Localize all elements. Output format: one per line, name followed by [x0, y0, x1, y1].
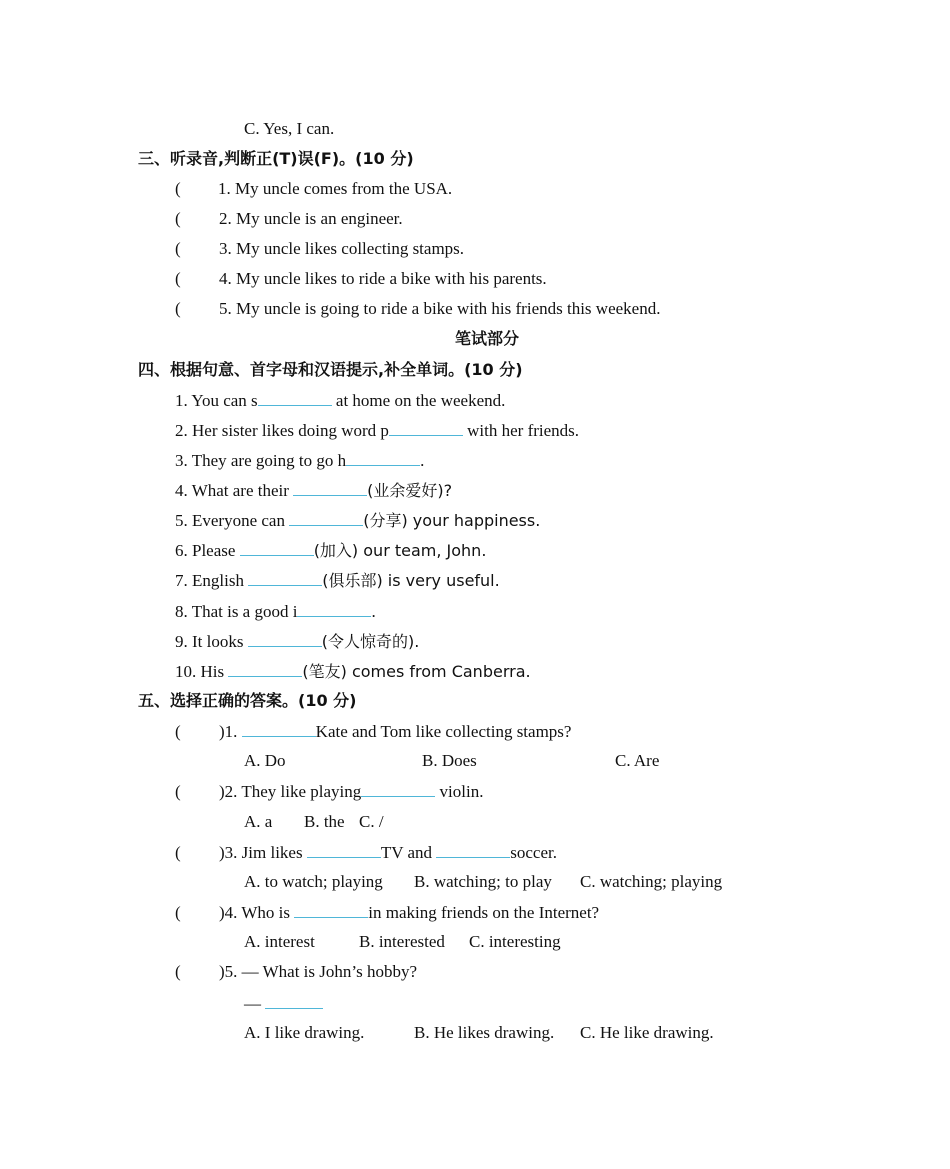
option-a[interactable]: A. interest [244, 932, 315, 951]
option-c-carryover: C. Yes, I can. [244, 119, 335, 138]
choice-question-5 [175, 961, 417, 983]
answer-blank[interactable] [436, 841, 510, 858]
option-c[interactable]: C. Are [615, 751, 660, 770]
item-prefix: 3. They are going to go h [175, 451, 347, 470]
question-text-end: in making friends on the Internet? [368, 903, 600, 922]
answer-blank[interactable] [248, 630, 322, 647]
option-b[interactable]: B. the [304, 812, 345, 831]
option-a[interactable]: A. to watch; playing [244, 872, 383, 891]
answer-bracket[interactable]: ( [175, 299, 181, 318]
item-hint: (令人惊奇的). [321, 632, 420, 651]
answer-blank[interactable] [346, 449, 420, 466]
dialogue-dash: — [244, 994, 261, 1013]
item-suffix: at home on the weekend. [331, 391, 506, 410]
answer-blank[interactable] [242, 720, 316, 737]
answer-blank[interactable] [389, 419, 463, 436]
question-text: )3. Jim likes [219, 843, 307, 862]
item-prefix: 5. Everyone can [175, 511, 290, 530]
listening-item-5 [175, 298, 660, 320]
question-number: )1. [219, 722, 242, 741]
answer-blank[interactable] [258, 389, 332, 406]
question-text-end: violin. [435, 782, 484, 801]
choice-question-4 [175, 901, 599, 924]
listening-item-1 [175, 178, 452, 200]
item-hint: (加入) our team, John. [313, 541, 487, 560]
item-prefix: 10. His [175, 662, 229, 681]
choice-options-4 [244, 931, 561, 953]
item-prefix: 8. That is a good i [175, 602, 298, 621]
item-hint: (俱乐部) is very useful. [322, 571, 500, 590]
item-prefix: 9. It looks [175, 632, 248, 651]
item-hint: (业余爱好)? [367, 481, 453, 500]
item-text: 2. My uncle is an engineer. [219, 209, 403, 228]
option-a[interactable]: A. a [244, 812, 273, 831]
item-text: 4. My uncle likes to ride a bike with his parents. [219, 269, 547, 288]
answer-bracket[interactable]: ( [175, 782, 181, 801]
item-prefix: 6. Please [175, 541, 240, 560]
answer-bracket[interactable]: ( [175, 179, 181, 198]
choice-options-5 [244, 1022, 714, 1044]
written-part-title: 笔试部分 [455, 329, 520, 348]
answer-blank[interactable] [297, 600, 371, 617]
choice-question-2 [175, 780, 483, 803]
choice-question-3 [175, 841, 557, 864]
question-text: )4. Who is [219, 903, 295, 922]
option-b[interactable]: B. watching; to play [414, 872, 552, 891]
option-c[interactable]: C. / [359, 812, 384, 831]
section-3-title: 三、听录音,判断正(T)误(F)。(10 分) [138, 149, 414, 168]
option-a[interactable]: A. Do [244, 751, 286, 770]
question-text-mid: TV and [380, 843, 437, 862]
answer-blank[interactable] [293, 479, 367, 496]
item-text: 3. My uncle likes collecting stamps. [219, 239, 465, 258]
fill-item-7 [175, 569, 500, 592]
item-text: 1. My uncle comes from the USA. [218, 179, 453, 198]
answer-bracket[interactable]: ( [175, 903, 181, 922]
choice-options-1 [244, 750, 659, 772]
question-text: Kate and Tom like collecting stamps? [315, 722, 572, 741]
option-c[interactable]: C. He like drawing. [580, 1023, 714, 1042]
section-4-title: 四、根据句意、首字母和汉语提示,补全单词。(10 分) [138, 360, 523, 379]
answer-bracket[interactable]: ( [175, 843, 181, 862]
fill-item-2 [175, 419, 579, 442]
item-text: 5. My uncle is going to ride a bike with his friends this weekend. [219, 299, 661, 318]
answer-blank[interactable] [361, 780, 435, 797]
answer-blank[interactable] [240, 539, 314, 556]
item-suffix: . [420, 451, 425, 470]
fill-item-3 [175, 449, 424, 472]
option-b[interactable]: B. interested [359, 932, 445, 951]
answer-bracket[interactable]: ( [175, 209, 181, 228]
answer-blank[interactable] [228, 660, 302, 677]
question-text-end: soccer. [510, 843, 557, 862]
fill-item-4 [175, 479, 452, 502]
item-suffix: . [371, 602, 376, 621]
option-b[interactable]: B. Does [422, 751, 477, 770]
listening-item-4 [175, 268, 547, 290]
item-hint: (笔友) comes from Canberra. [302, 662, 531, 681]
answer-blank[interactable] [265, 992, 323, 1009]
option-a[interactable]: A. I like drawing. [244, 1023, 365, 1042]
item-suffix: with her friends. [462, 421, 580, 440]
section-5-title: 五、选择正确的答案。(10 分) [138, 691, 357, 710]
choice-options-3 [244, 871, 722, 893]
item-prefix: 1. You can s [175, 391, 258, 410]
option-b[interactable]: B. He likes drawing. [414, 1023, 555, 1042]
fill-item-9 [175, 630, 419, 653]
fill-item-10 [175, 660, 531, 683]
item-prefix: 2. Her sister likes doing word p [175, 421, 389, 440]
fill-item-1 [175, 389, 505, 412]
answer-blank[interactable] [294, 901, 368, 918]
fill-item-6 [175, 539, 486, 562]
item-prefix: 4. What are their [175, 481, 294, 500]
choice-answer-line-5 [244, 992, 323, 1015]
answer-bracket[interactable]: ( [175, 239, 181, 258]
answer-blank[interactable] [289, 509, 363, 526]
item-hint: (分享) your happiness. [363, 511, 541, 530]
answer-bracket[interactable]: ( [175, 722, 181, 741]
choice-options-2 [244, 811, 384, 833]
option-c[interactable]: C. interesting [469, 932, 561, 951]
choice-question-1 [175, 720, 571, 743]
listening-item-3 [175, 238, 464, 260]
question-text: )5. — What is John’s hobby? [219, 962, 418, 981]
answer-blank[interactable] [248, 569, 322, 586]
question-text: )2. They like playing [219, 782, 362, 801]
fill-item-5 [175, 509, 540, 532]
answer-blank[interactable] [307, 841, 381, 858]
item-prefix: 7. English [175, 571, 249, 590]
answer-bracket[interactable]: ( [175, 269, 181, 288]
listening-item-2 [175, 208, 403, 230]
answer-bracket[interactable]: ( [175, 962, 181, 981]
option-c[interactable]: C. watching; playing [580, 872, 723, 891]
fill-item-8 [175, 600, 376, 623]
